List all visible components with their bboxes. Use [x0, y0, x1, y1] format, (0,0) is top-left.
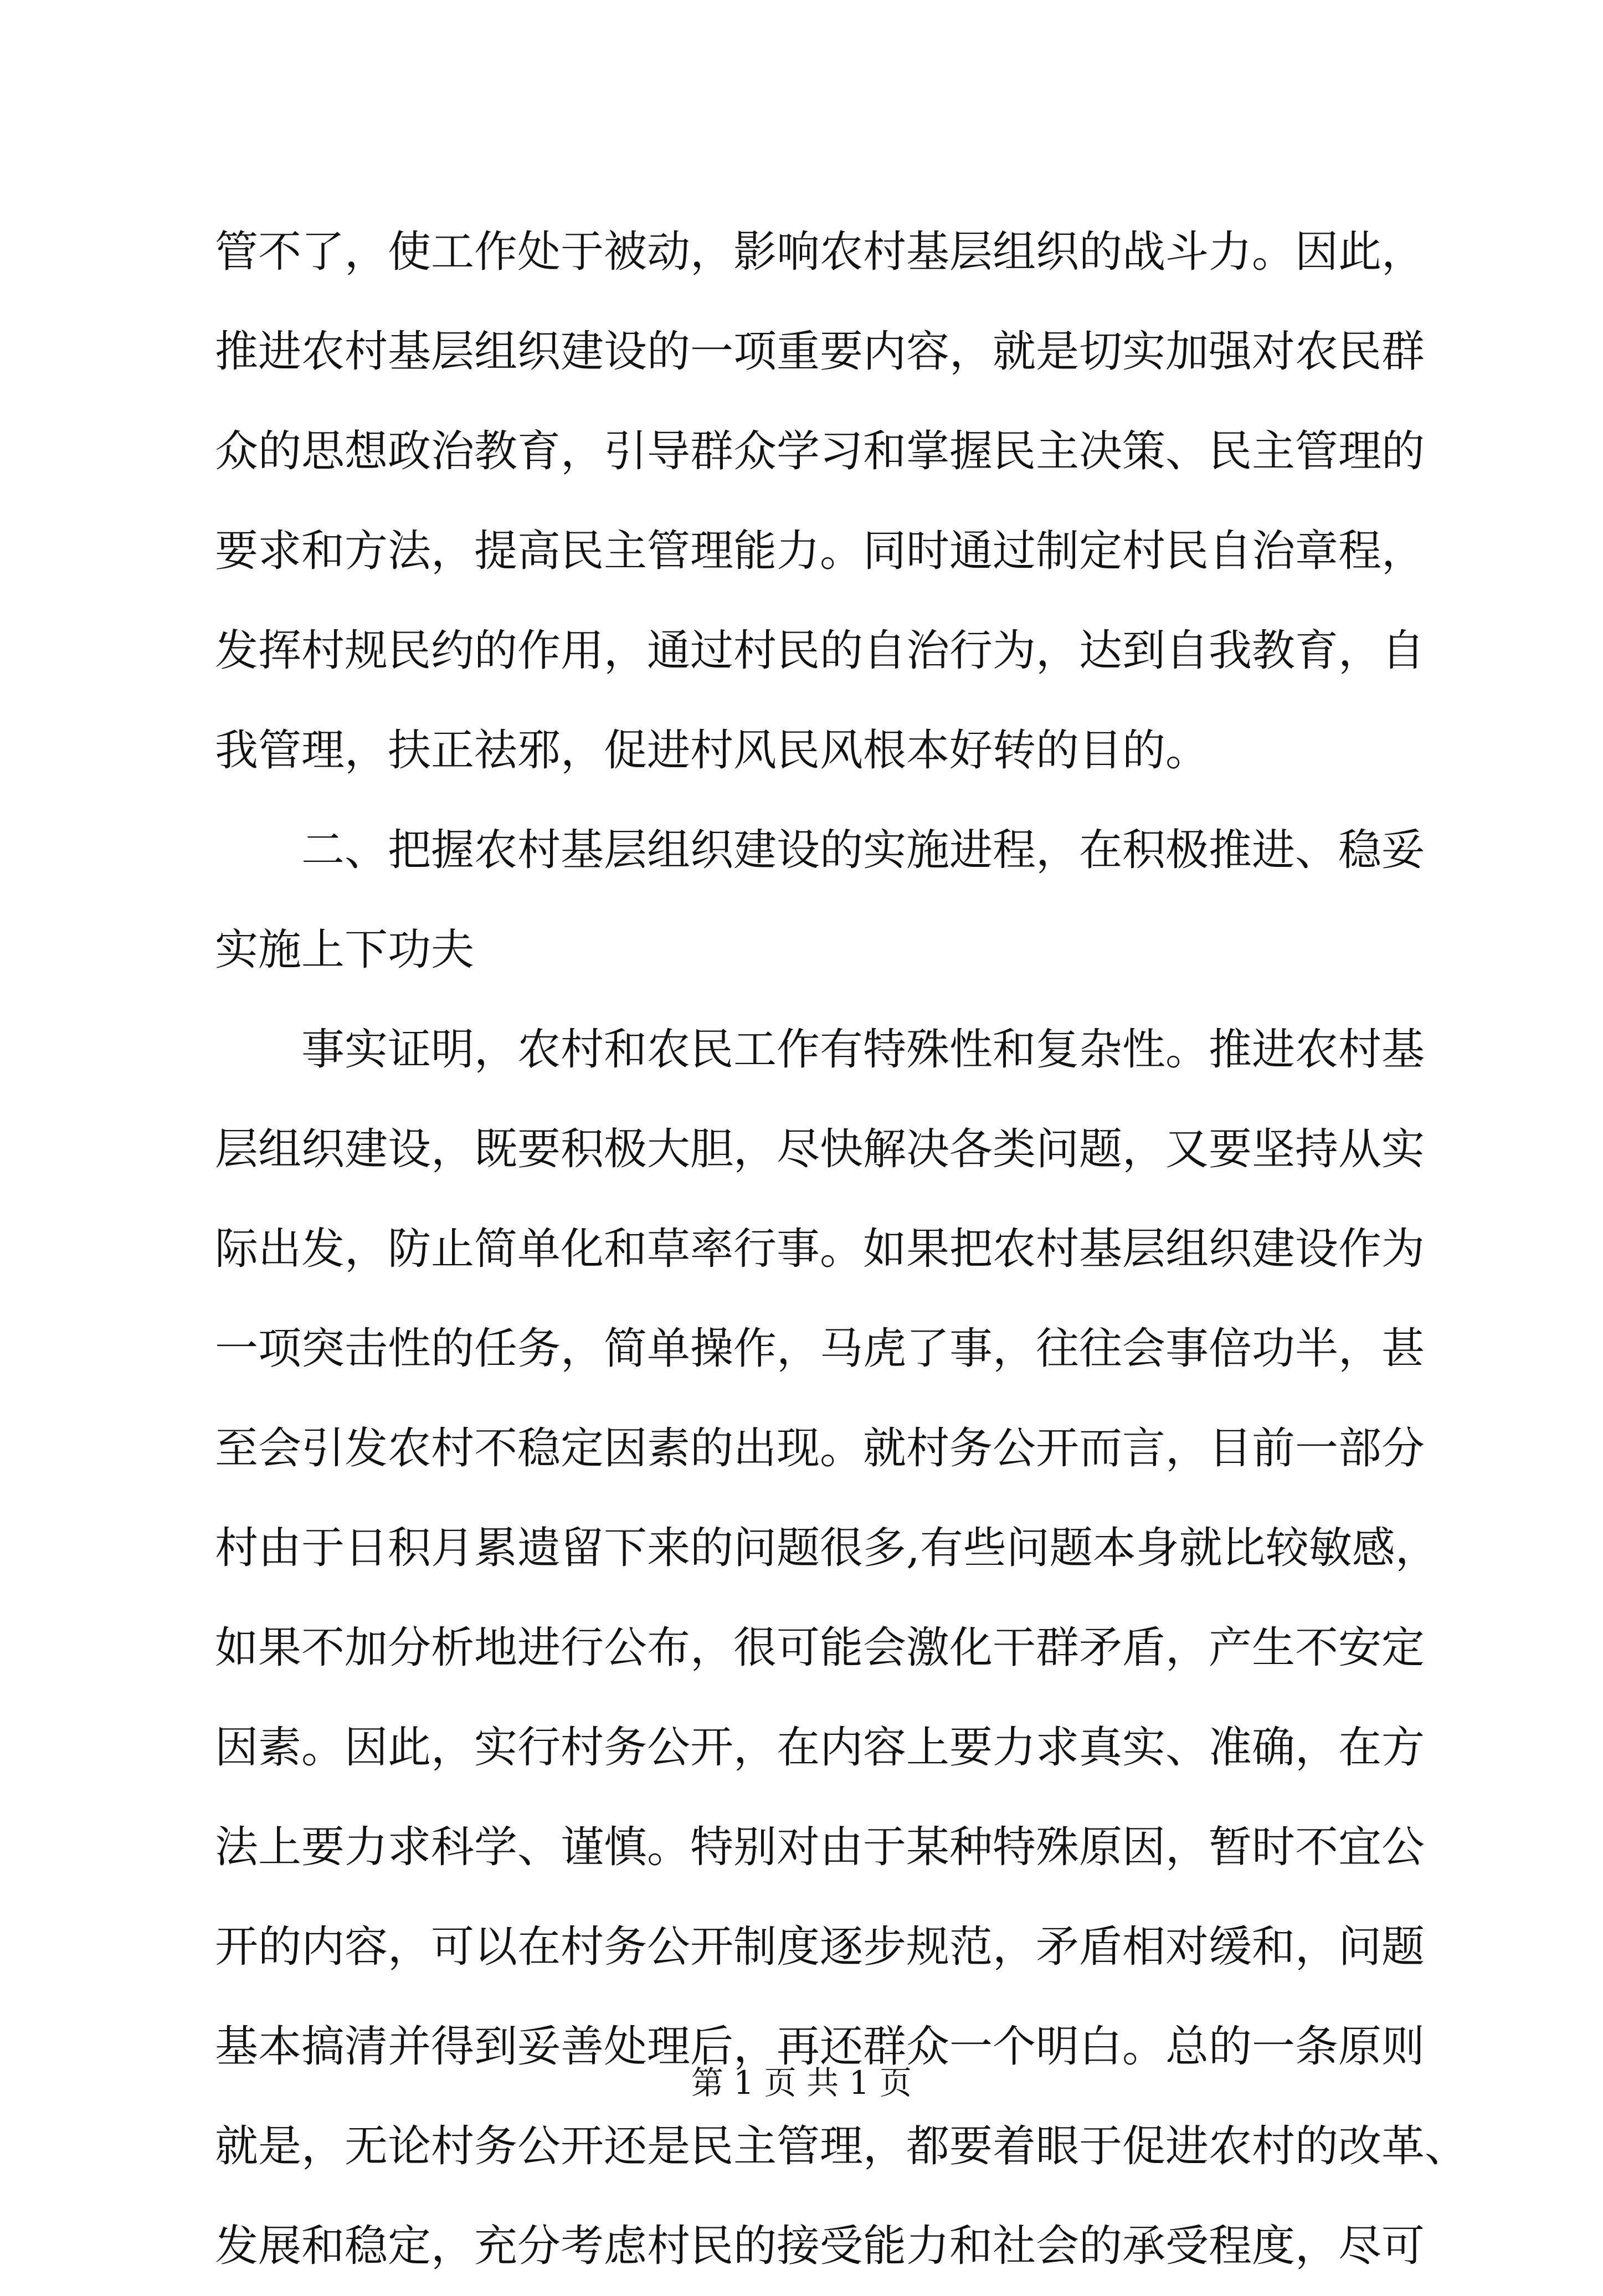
page-number-label: 第 1 页 共 1 页 [691, 2064, 912, 2102]
text-line: 就是，无论村务公开还是民主管理，都要着眼于促进农村的改革、 [215, 2122, 1468, 2171]
text-line: 推进农村基层组织建设的一项重要内容，就是切实加强对农民群 [215, 327, 1425, 377]
page-footer [0, 2061, 1603, 2105]
text-line: 村由于日积月累遗留下来的问题很多,有些问题本身就比较敏感， [215, 1523, 1438, 1573]
text-line: 开的内容，可以在村务公开制度逐步规范，矛盾相对缓和，问题 [215, 1922, 1425, 1972]
text-line: 发挥村规民约的作用，通过村民的自治行为，达到自我教育，自 [215, 626, 1425, 676]
text-line: 层组织建设，既要积极大胆，尽快解决各类问题，又要坚持从实 [215, 1124, 1425, 1174]
text-line: 发展和稳定，充分考虑村民的接受能力和社会的承受程度，尽可 [215, 2221, 1425, 2271]
text-line: 管不了，使工作处于被动，影响农村基层组织的战斗力。因此， [215, 227, 1425, 277]
text-line: 众的思想政治教育，引导群众学习和掌握民主决策、民主管理的 [215, 427, 1425, 476]
text-line: 基本搞清并得到妥善处理后，再还群众一个明白。总的一条原则 [215, 2022, 1425, 2072]
text-line: 因素。因此，实行村务公开，在内容上要力求真实、准确，在方 [215, 1723, 1425, 1773]
text-line: 如果不加分析地进行公布，很可能会激化干群矛盾，产生不安定 [215, 1623, 1425, 1673]
text-line: 法上要力求科学、谨慎。特别对由于某种特殊原因，暂时不宜公 [215, 1822, 1425, 1872]
text-line: 至会引发农村不稳定因素的出现。就村务公开而言，目前一部分 [215, 1424, 1425, 1473]
text-line: 际出发，防止简单化和草率行事。如果把农村基层组织建设作为 [215, 1224, 1425, 1274]
text-line: 一项突击性的任务，简单操作，马虎了事，往往会事倍功半，甚 [215, 1324, 1425, 1374]
section-heading-line: 二、把握农村基层组织建设的实施进程，在积极推进、稳妥 [301, 825, 1425, 875]
text-line: 事实证明，农村和农民工作有特殊性和复杂性。推进农村基 [301, 1025, 1425, 1075]
text-line: 我管理，扶正祛邪，促进村风民风根本好转的目的。 [215, 726, 1209, 775]
text-line: 要求和方法，提高民主管理能力。同时通过制定村民自治章程， [215, 526, 1425, 576]
section-heading-line: 实施上下功夫 [215, 925, 475, 975]
document-body [215, 202, 1468, 2296]
